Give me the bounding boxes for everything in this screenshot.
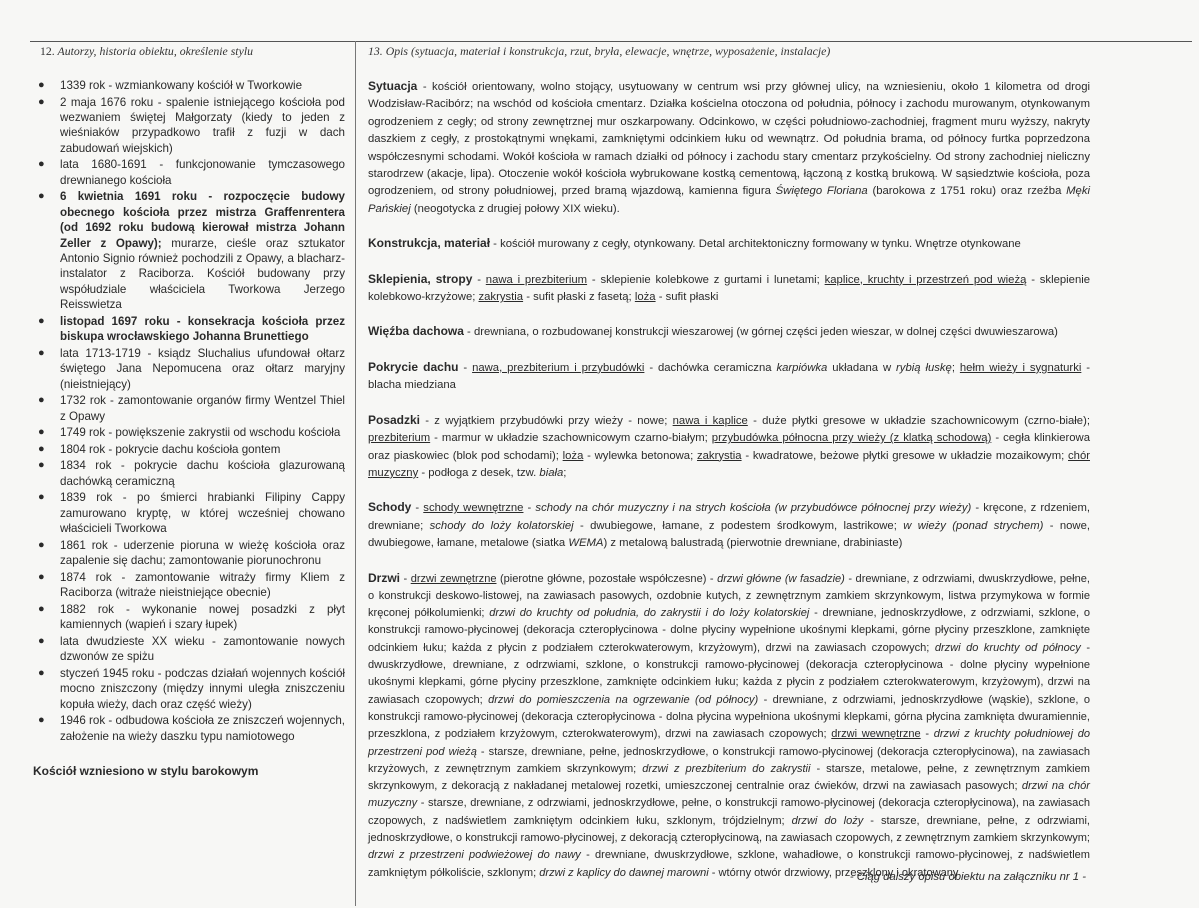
drzwi-t11: - drewniane, dwuskrzydłowe, szklone, wahadłowe, o konstrukcji ramowo-płycinowej, z nadświetlem zamkniętym półkoliście, szklonym; xyxy=(368,849,1091,879)
drzwi-t4: - dwuskrzydłowe, drewniane, z odrzwiami, szklone, o konstrukcji ramowo-płycinowej (dekoracja czteropłycinowa - dolne płyciny wypełnione ukośnymi klepkami, górne płyciny przeszklone, zamknięte odcinkiem łuku; każda z płycin z podziałem czterokwaterowym, krzyżowym), drzwi na zawiasach czopowych; xyxy=(368,641,1090,706)
history-item-text: lata 1713-1719 - ksiądz Sluchalius ufundował ołtarz świętego Jana Nepomucena oraz ołtarz maryjny (nieistniejący) xyxy=(60,346,345,391)
paragraph-posadzki xyxy=(368,412,1090,483)
history-item-text: 1874 rok - zamontowanie witraży firmy Kliem z Raciborza (witraże nieistniejące obecnie) xyxy=(60,570,345,600)
history-item-text: styczeń 1945 roku - podczas działań wojennych kościół mocno zniszczony (między innymi uległa zniszczeniu kopuła wieży, dach oraz część wieży) xyxy=(60,666,345,711)
posadzki-t1: - z wyjątkiem przybudówki przy wieży - nowe; xyxy=(420,414,673,427)
history-item-text: 1732 rok - zamontowanie organów firmy Wentzel Thiel z Opawy xyxy=(60,394,345,423)
drzwi-i10: drzwi z kaplicy do dawnej marowni xyxy=(539,866,709,879)
section-12-title: Autorzy, historia obiektu, określenie stylu xyxy=(57,44,253,58)
paragraph-pokrycie xyxy=(368,359,1090,395)
history-item xyxy=(33,346,345,392)
drzwi-t6: - xyxy=(920,728,934,741)
history-item xyxy=(33,314,345,345)
schody-t1: - xyxy=(523,502,536,515)
bullet-icon: ● xyxy=(38,570,45,583)
history-item-text: murarze, cieśle oraz sztukator Antonio Signio również pochodzili z Opawy, a blacharz-instalator z Raciborza. Kościół budowany przy współudziale właściciela Tworkowa Jerzego Reisswietza xyxy=(60,236,346,312)
history-item-text: lata dwudzieste XX wieku - zamontowanie nowych dzwonów ze spiżu xyxy=(60,634,345,664)
bullet-icon: ● xyxy=(38,634,45,647)
history-item xyxy=(33,713,345,744)
history-item-text: listopad 1697 roku - konsekracja kościoła przez biskupa wrocławskiego Johanna Brunettiego xyxy=(60,314,345,344)
schody-i1: schody na chór muzyczny i na strych kościoła (w przybudówce północnej przy wieży) xyxy=(535,502,972,515)
schody-t2: - kręcone, z rdzeniem, drewniane; xyxy=(368,502,1091,532)
drzwi-t10: - starsze, drewniane, pełne, z odrzwiami, jednoskrzydłowe, o konstrukcji ramowo-płycinowej, z dekoracją czteropłycinową, na zawiasach czopowych, z zewnętrznym zamkiem skrzynkowym; xyxy=(368,814,1090,844)
posadzki-t7: - podłoga z desek, tzw. xyxy=(418,466,540,479)
schody-t0: - xyxy=(411,502,424,515)
history-item-text: 2 maja 1676 roku - spalenie istniejącego kościoła pod wezwaniem świętej Małgorzaty (kiedy to jeden z wieśniaków przypadkowo trafił z fuzji w dach zabudowań wiejskich) xyxy=(60,95,345,155)
bullet-icon: ● xyxy=(38,442,45,455)
bullet-icon: ● xyxy=(38,394,45,407)
pokrycie-i1: karpiówka xyxy=(776,361,828,374)
column-divider xyxy=(355,41,356,906)
bullet-icon: ● xyxy=(38,95,45,108)
drzwi-i3: drzwi do kruchty od północy xyxy=(934,641,1081,654)
bullet-icon: ● xyxy=(38,346,45,359)
history-item-text: 1834 rok - pokrycie dachu kościoła glazurowaną dachówką ceramiczną xyxy=(60,459,345,488)
paragraph-drzwi xyxy=(368,570,1090,882)
bullet-icon: ● xyxy=(38,158,45,171)
history-item xyxy=(33,490,345,536)
posadzki-t5: - wylewka betonowa; xyxy=(583,449,697,462)
bullet-icon: ● xyxy=(38,491,45,504)
history-item-text: lata 1680-1691 - funkcjonowanie tymczasowego drewnianego kościoła xyxy=(60,158,345,187)
drzwi-t5: - drewniane, z odrzwiami, jednoskrzydłowe (wąskie), szklone, o konstrukcji ramowo-płycinowej (dekoracja czteropłycinowa - dolna płycina wypełniona ukośnymi klepkami, górna płycina zamknięta dwuramiennie, przeszklona, z podziałem krzyżowym, czterokwaterowym), drzwi na zawiasach czopowych; xyxy=(368,693,1090,741)
history-item xyxy=(33,78,345,93)
bullet-icon: ● xyxy=(38,314,45,327)
history-item xyxy=(33,157,345,188)
bullet-icon: ● xyxy=(38,538,45,551)
drzwi-i1: drzwi główne (w fasadzie) xyxy=(717,572,845,585)
label-sytuacja: Sytuacja xyxy=(368,79,418,93)
schody-i3: w wieży (ponad strychem) xyxy=(903,519,1044,532)
style-statement: Kościół wzniesiono w stylu barokowym xyxy=(33,764,259,779)
history-item xyxy=(33,95,345,157)
paragraph-sklepienia xyxy=(368,271,1090,307)
history-item xyxy=(33,602,345,633)
bullet-icon: ● xyxy=(38,602,45,615)
history-item xyxy=(33,458,345,489)
history-item-text: 1882 rok - wykonanie nowej posadzki z płyt kamiennych (wapień i szary łupek) xyxy=(60,602,345,632)
history-list xyxy=(33,78,345,744)
history-item-text: 1839 rok - po śmierci hrabianki Filipiny Cappy zamurowano kryptę, w której wcześniej chowano właścicieli Tworkowa xyxy=(60,491,345,536)
bullet-icon: ● xyxy=(38,190,45,203)
history-item-text: 1339 rok - wzmiankowany kościół w Tworkowie xyxy=(60,79,303,92)
posadzki-i1: biała xyxy=(539,466,564,479)
history-item xyxy=(33,393,345,424)
schody-t4: - nowe, dwubiegowe, łamane, metalowe (siatka xyxy=(368,519,1091,550)
drzwi-i6: drzwi z prezbiterium do zakrystii xyxy=(642,762,811,775)
posadzki-t4: - cegła klinkierowa oraz piaskowiec (blok pod schodami); xyxy=(368,432,1090,462)
posadzki-u4: loża xyxy=(562,449,584,462)
pokrycie-t4: - blacha miedziana xyxy=(368,361,1091,392)
posadzki-t8: ; xyxy=(563,466,567,479)
section-13-title: Opis (sytuacja, materiał i konstrukcja, rzut, bryła, elewacje, wnętrze, wyposażenie, instalacje) xyxy=(385,44,831,58)
konstrukcja-text: - kościół murowany z cegły, otynkowany. Detal architektoniczny formowany w tynku. Wnętrze otynkowane xyxy=(490,238,1021,251)
description-column xyxy=(368,78,1090,897)
posadzki-u5: zakrystia xyxy=(697,449,742,462)
bullet-icon: ● xyxy=(38,79,45,91)
label-pokrycie: Pokrycie dachu xyxy=(368,359,459,374)
sklepienia-t2: - sklepienie kolebkowo-krzyżowe; xyxy=(368,273,1091,304)
history-item xyxy=(33,570,345,601)
drzwi-t0: - xyxy=(400,572,411,585)
drzwi-t8: - starsze, metalowe, pełne, z zewnętrznym zamkiem skrzynkowym, z dekoracją z nakładanej metalowej rozetki, umieszczonej centralnie oraz ćwieków, drzwi na zawiasach pasowych; xyxy=(368,762,1090,793)
schody-t5: ) z metalową balustradą (pierwotnie drewniane, drabiniaste) xyxy=(603,537,903,550)
section-12-heading xyxy=(40,44,253,59)
sklepienia-u2: kaplice, kruchty i przestrzeń pod wieżą xyxy=(824,273,1027,286)
history-item-text: 1861 rok - uderzenie pioruna w wieżę kościoła oraz zapalenie się dachu; zamontowanie piorunochronu xyxy=(60,538,345,568)
posadzki-t3: - marmur w układzie szachownicowym czarno-białym; xyxy=(430,432,712,445)
wiezba-text: - drewniana, o rozbudowanej konstrukcji wieszarowej (w górnej części jeden wieszar, w dolnej części dwuwieszarowa) xyxy=(463,326,1058,339)
bullet-icon: ● xyxy=(38,714,45,727)
sytuacja-italic-2: Męki Pańskiej xyxy=(368,185,1090,215)
history-item xyxy=(33,634,345,665)
label-schody: Schody xyxy=(368,500,412,515)
history-item xyxy=(33,189,345,312)
bullet-icon: ● xyxy=(38,666,45,679)
posadzki-t2: - duże płytki gresowe w układzie szachownicowym (czrno-białe); xyxy=(747,414,1090,427)
history-item-text: 1946 rok - odbudowa kościoła ze zniszczeń wojennych, założenie na wieży daszku typu namiotowego xyxy=(60,714,345,743)
pokrycie-dash: - xyxy=(458,361,473,374)
history-item-bold-text: 6 kwietnia 1691 roku - rozpoczęcie budowy obecnego kościoła przez mistrza Graffenrentera (od 1692 roku budową kierował mistrza Johann Zeller z Opawy); xyxy=(60,190,345,250)
label-konstrukcja: Konstrukcja, materiał xyxy=(368,236,491,251)
drzwi-i7: drzwi na chór muzyczny xyxy=(368,780,1090,810)
drzwi-i2: drzwi do kruchty od południa, do zakrystii i do loży kolatorskiej xyxy=(489,607,810,620)
pokrycie-u2: hełm wieży i sygnaturki xyxy=(959,361,1082,374)
continuation-note: - Ciąg dalszy opisu obiektu na załączniku nr 1 - xyxy=(849,871,1086,883)
bullet-icon: ● xyxy=(38,459,45,472)
label-posadzki: Posadzki xyxy=(368,412,421,427)
sytuacja-italic-1: Świętego Floriana xyxy=(775,185,868,198)
sklepienia-t3: - sufit płaski z fasetą; xyxy=(523,291,635,304)
section-12-number: 12. xyxy=(40,44,55,58)
drzwi-i4: drzwi do pomieszczenia na ogrzewanie (od północy) xyxy=(488,693,759,706)
drzwi-t2: - drewniane, z odrzwiami, dwuskrzydłowe, pełne, o konstrukcji deskowo-listowej, na zawiasach pasowych, ozdobnie kutych, z zewnętrznym zamkiem skrzynkowym, listwa przymykowa w formie kręconej półkolumienki; xyxy=(368,572,1090,620)
paragraph-wiezba xyxy=(368,323,1090,341)
section-13-heading xyxy=(368,44,830,59)
sklepienia-u3: zakrystia xyxy=(478,291,524,304)
label-drzwi: Drzwi xyxy=(368,570,401,585)
drzwi-i8: drzwi do loży xyxy=(791,814,864,827)
section-13-number: 13. xyxy=(368,44,383,58)
pokrycie-i2: rybią łuskę xyxy=(896,361,952,374)
pokrycie-t3: ; xyxy=(951,361,960,374)
schody-i4: WEMA xyxy=(568,537,604,550)
sytuacja-text: - kościół orientowany, wolno stojący, usytuowany w centrum wsi przy głównej ulicy, na wzniesieniu, około 1 kilometra od drogi Wodzisław-Racibórz; na wschód od kościoła cmentarz. Działka kościelna otoczona od południa, północy i zachodu murowanym, otynkowanym ogrodzeniem z cegły; od strony zewnętrznej mur oszkarpowany. Odcinkowo, w części południowo-zachodniej, fragment muru wyższy, nakryty daszkiem z cegły, z prostokątnymi wnękami, zamkniętymi odcinkiem łuku od wewnątrz. Od południa brama, od północy furtka poprzedzona współczesnymi schodami. Wokół kościoła w ramach działki od północy i zachodu stary cmentarz przykościelny. Od strony zachodniej nieliczny starodrzew (akacje, lipa). Otoczenie wokół kościoła wybrukowane kostką cementową, łączoną z kostką brukową. W sąsiedztwie kościoła, poza ogrodzeniem, od strony południowej, przed bramą wjazdową, kamienna figura xyxy=(368,81,1090,198)
drzwi-t12: - wtórny otwór drzwiowy, przeszklony i okratowany xyxy=(708,866,959,879)
label-wiezba: Więźba dachowa xyxy=(368,324,464,339)
drzwi-t9: - starsze, drewniane, z odrzwiami, jednoskrzydłowe, pełne, o konstrukcji ramowo-płycinowej (dekoracja czteropłycinowa), na zawiasach czopowych, z nadświetlem zamkniętym odcinkiem łuku, szklonym, trójdzielnym; xyxy=(368,797,1090,827)
posadzki-t6: - kwadratowe, beżowe płytki gresowe w układzie mozaikowym; xyxy=(741,449,1069,462)
sklepienia-t1: - sklepienie kolebkowe z gurtami i lunetami; xyxy=(587,273,825,286)
history-item-text: 1804 rok - pokrycie dachu kościoła gontem xyxy=(60,442,281,456)
pokrycie-t1: - dachówka ceramiczna xyxy=(644,361,777,374)
sklepienia-t4: - sufit płaski xyxy=(655,291,719,304)
drzwi-t1: (pierotne główne, pozostałe współczesne) - xyxy=(496,572,718,585)
label-sklepienia: Sklepienia, stropy xyxy=(368,271,473,286)
history-item-text: 1749 rok - powiększenie zakrystii od wschodu kościoła xyxy=(60,426,341,440)
sytuacja-text-2: (barokowa z 1751 roku) oraz rzeźba xyxy=(867,185,1067,198)
pokrycie-u1: nawa, prezbiterium i przybudówki xyxy=(472,361,645,374)
drzwi-u1: drzwi zewnętrzne xyxy=(410,572,497,585)
sklepienia-u4: loża xyxy=(634,291,656,304)
top-rule xyxy=(30,41,1192,42)
paragraph-sytuacja xyxy=(368,78,1090,218)
schody-u1: schody wewnętrzne xyxy=(423,502,524,515)
history-item xyxy=(33,666,345,712)
history-column xyxy=(33,78,345,779)
schody-i2: schody do loży kolatorskiej xyxy=(429,519,574,532)
schody-t3: - dwubiegowe, łamane, z podestem środkowym, lastrikowe; xyxy=(573,519,904,532)
drzwi-i9: drzwi z przestrzeni podwieżowej do nawy xyxy=(368,849,581,862)
posadzki-u6: chór muzyczny xyxy=(368,449,1090,479)
sytuacja-text-3: (neogotycka z drugiej połowy XIX wieku). xyxy=(410,202,620,215)
paragraph-schody xyxy=(368,499,1090,552)
posadzki-u3: przybudówka północna przy wieży (z klatką schodową) xyxy=(711,432,992,445)
paragraph-konstrukcja xyxy=(368,235,1090,253)
sklepienia-u1: nawa i prezbiterium xyxy=(485,273,588,286)
drzwi-t7: - starsze, drewniane, pełne, jednoskrzydłowe, o konstrukcji ramowo-płycinowej (dekoracja czteropłycinowa), na zawiasach krzyżowych, z zewnętrznym zamkiem skrzynkowym; xyxy=(368,745,1090,775)
drzwi-t3: - drewniane, jednoskrzydłowe, z odrzwiami, szklone, o konstrukcji ramowo-płycinowej (dekoracja czteropłycinowa - dolne płyciny wypełnione ukośnymi klepkami, górne płyciny przeszklone, zamknięte odcinkiem łuku; każda z płycin z podziałem czterokwaterowym, krzyżowym), drzwi na zawiasach czopowych; xyxy=(368,607,1090,654)
history-item xyxy=(33,538,345,569)
drzwi-u2: drzwi wewnętrzne xyxy=(831,728,921,741)
drzwi-i5: drzwi z kruchty południowej do przestrzeni pod wieżą xyxy=(368,728,1090,758)
posadzki-u2: prezbiterium xyxy=(368,432,431,445)
posadzki-u1: nawa i kaplice xyxy=(672,414,748,427)
history-item xyxy=(33,442,345,457)
history-item xyxy=(33,425,345,440)
pokrycie-t2: układana w xyxy=(827,361,897,374)
sklepienia-dash: - xyxy=(472,273,486,286)
bullet-icon: ● xyxy=(38,426,45,439)
